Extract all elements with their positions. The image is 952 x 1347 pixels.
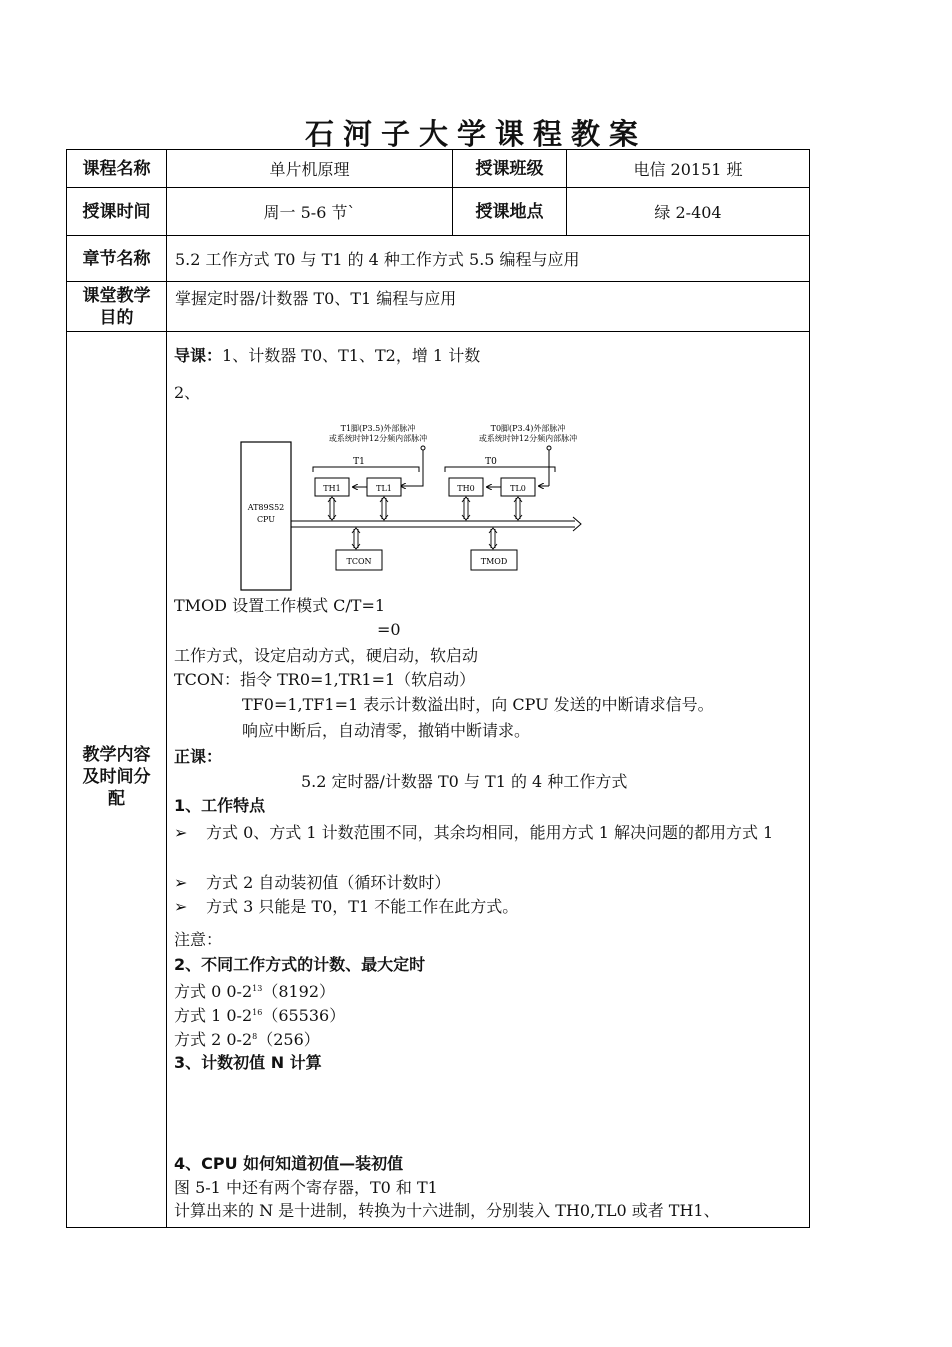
t0-pin-line2: 或系统时钟12分频内部脉冲 <box>478 434 578 443</box>
bullet-mark: ➢ <box>174 823 188 842</box>
class-label: 授课班级 <box>453 150 567 188</box>
chapter-label: 章节名称 <box>67 236 167 282</box>
last-line: 计算出来的 N 是十进制，转换为十六进制，分别装入 TH0,TL0 或者 TH1、 <box>174 1201 720 1220</box>
bullet-mark: ➢ <box>174 897 188 916</box>
t0-pin-line1: T0脚(P3.4)外部脉冲 <box>490 424 566 433</box>
course-name-value: 单片机原理 <box>167 150 453 188</box>
page-title: 石河子大学课程教案 <box>304 117 647 151</box>
cpu-label-line1: AT89S52 <box>247 503 285 512</box>
intro-text: 1、计数器 T0、T1、T2，增 1 计数 <box>222 346 481 365</box>
t1-pin-line2: 或系统时钟12分频内部脉冲 <box>328 434 428 443</box>
objective-label: 课堂教学目的 <box>67 282 167 332</box>
timer-diagram <box>233 422 588 594</box>
tf-line: TF0=1,TF1=1 表示计数溢出时，向 CPU 发送的中断请求信号。 <box>242 695 714 714</box>
mode0-line: 方式 0 $0-2^{13}(8192)$ <box>174 982 336 1001</box>
t1-pin-line1: T1脚(P3.5)外部脉冲 <box>340 424 416 433</box>
cpu-label-line2: CPU <box>256 515 276 524</box>
objective-value: 掌握定时器/计数器 T0、T1 编程与应用 <box>167 282 810 332</box>
data-bus <box>291 517 581 531</box>
th0-label: TH0 <box>457 484 475 493</box>
bullet-item: ➢ 方式 0、方式 1 计数范围不同，其余均相同，能用方式 1 解决问题的都用方式 1 <box>174 823 774 842</box>
heading-2: 2、不同工作方式的计数、最大定时 <box>174 955 426 974</box>
tcon-line: TCON：指令 TR0=1,TR1=1（软启动） <box>174 670 476 689</box>
bullet-mark: ➢ <box>174 873 188 892</box>
location-value: 绿 2-404 <box>567 188 810 236</box>
row-chapter <box>67 236 810 282</box>
heading-1: 1、工作特点 <box>174 796 266 815</box>
class-value: 电信 20151 班 <box>567 150 810 188</box>
mode-line: 工作方式，设定启动方式，硬启动，软启动 <box>174 646 479 665</box>
chapter-value: 5.2 工作方式 T0 与 T1 的 4 种工作方式 5.5 编程与应用 <box>167 236 810 282</box>
intro-line <box>174 346 480 366</box>
main-bold: 正课： <box>174 747 223 766</box>
row-time <box>67 188 810 236</box>
bullet-item: ➢ 方式 2 自动装初值（循环计数时） <box>174 873 451 892</box>
note: 注意： <box>174 930 223 949</box>
item2: 2、 <box>174 383 201 402</box>
location-label: 授课地点 <box>453 188 567 236</box>
time-value: 周一 5-6 节` <box>167 188 453 236</box>
t1-label: T1 <box>353 457 365 467</box>
heading-3: 3、计数初值 N 计算 <box>174 1053 322 1072</box>
tmod-label: TMOD <box>480 557 508 566</box>
tmod-line2: =0 <box>377 620 401 639</box>
content-label: 教学内容及时间分配 <box>82 745 151 809</box>
content-label-cell <box>67 332 167 1228</box>
row-objective <box>67 282 810 332</box>
intro-bold: 导课： <box>174 346 223 365</box>
section-title: 5.2 定时器/计数器 T0 与 T1 的 4 种工作方式 <box>301 772 628 791</box>
t0-label: T0 <box>485 457 497 467</box>
tcon-label: TCON <box>346 557 372 566</box>
mode2-line: 方式 2 $0-2^8(256)$ <box>174 1030 320 1049</box>
bullet-item: ➢ 方式 3 只能是 T0，T1 不能工作在此方式。 <box>174 897 519 916</box>
tmod-line: TMOD 设置工作模式 C/T=1 <box>174 596 386 615</box>
course-name-label: 课程名称 <box>67 150 167 188</box>
register-line: 图 5-1 中还有两个寄存器，T0 和 T1 <box>174 1178 438 1197</box>
lesson-plan-table <box>66 149 810 1228</box>
tl0-label: TL0 <box>510 484 526 493</box>
tl1-label: TL1 <box>376 484 392 493</box>
row-course <box>67 150 810 188</box>
row-content <box>67 332 810 1228</box>
response-line: 响应中断后，自动清零，撤销中断请求。 <box>242 721 531 740</box>
content-cell <box>167 332 810 1228</box>
time-label: 授课时间 <box>67 188 167 236</box>
th1-label: TH1 <box>323 484 341 493</box>
heading-4: 4、CPU 如何知道初值—装初值 <box>174 1154 404 1173</box>
mode1-line: 方式 1 $0-2^{16}(65536)$ <box>174 1006 346 1025</box>
